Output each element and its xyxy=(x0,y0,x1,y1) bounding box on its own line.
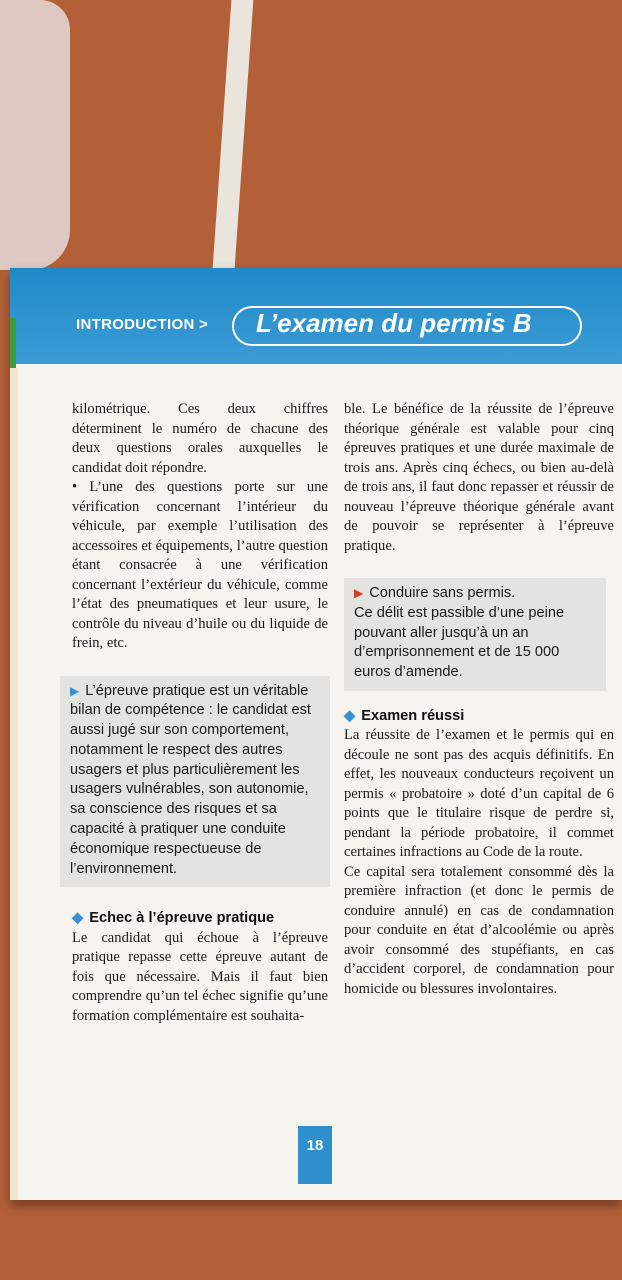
section-label: INTRODUCTION > xyxy=(76,316,209,333)
heading-echec-text: Echec à l’épreuve pratique xyxy=(89,910,275,927)
left-paragraph-1: kilométrique. Ces deux chiffres déterminent le numéro de chacune des deux questions orales auxquelles le candidat doit répondre. xyxy=(72,401,328,476)
triangle-icon: ▶ xyxy=(70,683,80,698)
tile-grout xyxy=(213,0,254,268)
page-title: L’examen du permis B xyxy=(256,308,532,338)
book-page xyxy=(10,268,622,1200)
green-strip xyxy=(10,318,16,368)
plastic-bag xyxy=(0,0,70,270)
page-number: 18 xyxy=(298,1126,332,1184)
info-box-epreuve xyxy=(60,676,330,888)
right-paragraph-3: Ce capital sera totalement consommé dès la première infraction (et donc le permis de conduire annulé) en cas de condamnation pour conduite en état d’alcoolémie ou après avoir consommé des stupéfiants, en cas d’accident corporel, de condamnation pour homicide ou blessures involontaires. xyxy=(344,863,614,997)
left-paragraph-2: • L’une des questions porte sur une vérification concernant l’intérieur du véhicule, par exemple l’utilisation des accessoires et équipements, l’autre question étant consacrée à une vérification concernant l’extérieur du véhicule, comme l’état des pneumatiques et leur usure, le contrôle du niveau d’huile ou du liquide de frein, etc. xyxy=(72,479,328,651)
diamond-icon: ◆ xyxy=(72,910,84,927)
diamond-icon: ◆ xyxy=(344,707,356,724)
right-paragraph-1: ble. Le bénéfice de la réussite de l’épreuve théorique générale est valable pour cinq épreuves pratiques et une durée maximale de trois ans. Après cinq échecs, ou bien au-delà de trois ans, il faut donc repasser et réussir de nouveau l’épreuve théorique générale avant de pouvoir se représenter à l’épreuve pratique. xyxy=(344,401,614,554)
right-paragraph-2: La réussite de l’examen et le permis qui en découle ne sont pas des acquis définitifs. En effet, les nouveaux conducteurs reçoivent un permis « probatoire » doté d’un capital de 6 points que le titulaire risque de perdre si, pendant la période probatoire, il commet certaines infractions au Code de la route. xyxy=(344,727,614,861)
left-paragraph-3: Le candidat qui échoue à l’épreuve pratique repasse cette épreuve autant de fois que nécessaire. Mais il faut bien comprendre qu’un tel échec signifie qu’une formation complémentaire est souhaita- xyxy=(72,929,328,1024)
heading-reussi-text: Examen réussi xyxy=(361,707,465,724)
heading-echec xyxy=(72,909,328,929)
red-triangle-icon: ▶ xyxy=(354,586,364,600)
warning-box-text: Ce délit est passible d’une peine pouvant aller jusqu’à un an d’emprisonnement et de 15 000 euros d’amende. xyxy=(354,604,565,681)
warning-box xyxy=(344,578,606,691)
left-column xyxy=(72,400,328,1026)
paper-edge xyxy=(10,368,18,1200)
info-box-text: L’épreuve pratique est un véritable bilan de compétence : le candidat est aussi jugé sur son comportement, notamment le respect des autres usagers et plus particulièrement les usagers vulnérables, son autonomie, sa conscience des risques et sa capacité à pratiquer une conduite économique respectueuse de l’environnement. xyxy=(70,682,311,877)
heading-reussi xyxy=(344,707,614,727)
page-header xyxy=(10,268,622,364)
warning-box-title: Conduire sans permis. xyxy=(369,585,516,601)
right-column xyxy=(344,400,614,999)
